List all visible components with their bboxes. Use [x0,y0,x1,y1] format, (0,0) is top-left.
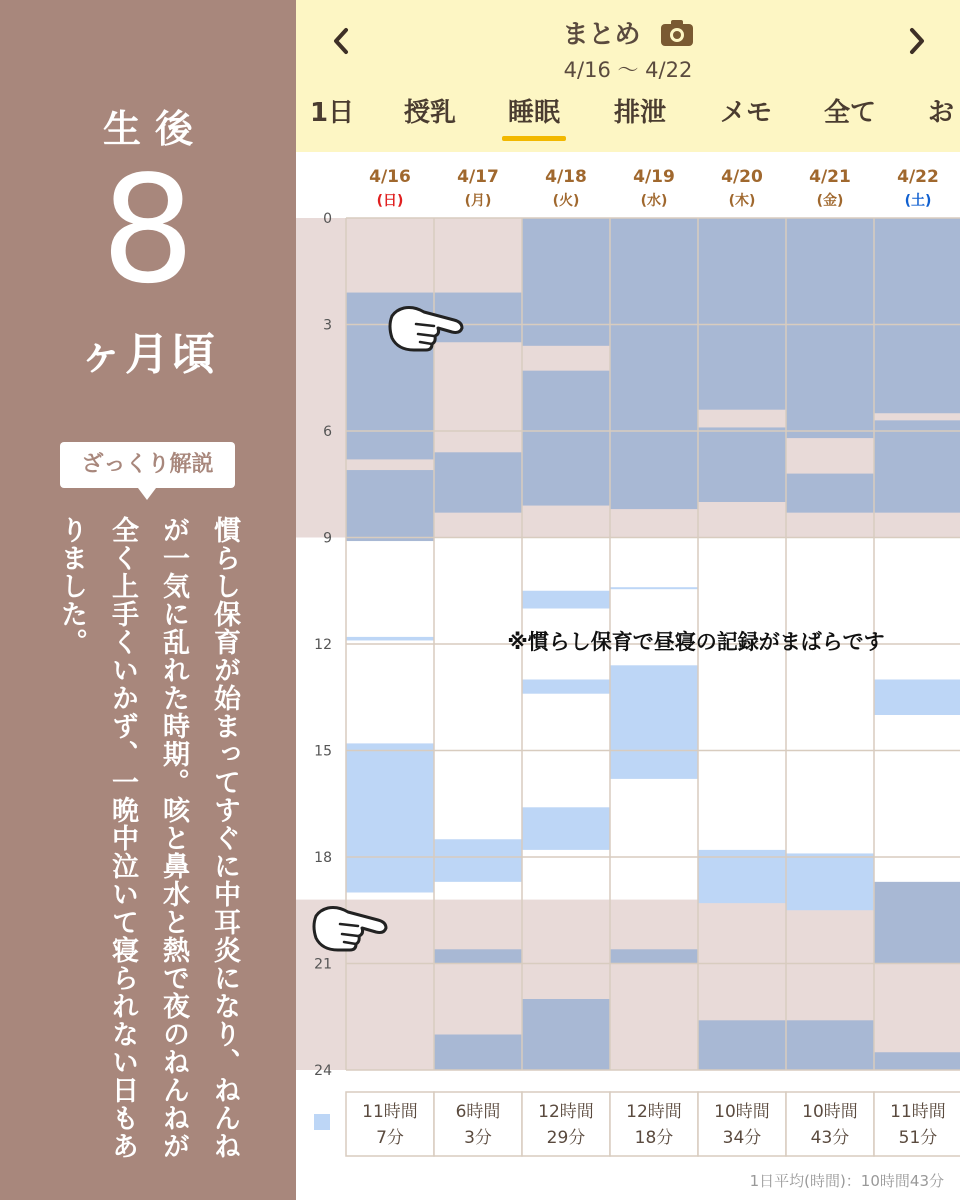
day-date-label: 4/17 [457,167,499,187]
tab-sleep[interactable]: 睡眠 [508,92,560,129]
hour-tick-label: 24 [314,1063,332,1079]
hour-tick-label: 6 [323,424,332,440]
explanation-badge: ざっくり解説 [60,442,235,488]
sleep-segment [610,665,698,779]
sleep-segment [874,420,960,512]
duration-minutes: 43分 [810,1128,850,1148]
sleep-segment [786,218,874,438]
tab-all[interactable]: 全て [824,98,877,128]
duration-minutes: 51分 [898,1128,938,1148]
day-weekday-label: (火) [552,193,580,209]
sleep-segment [346,470,434,541]
hour-tick-label: 12 [314,637,332,653]
day-weekday-label: (土) [904,193,932,209]
info-panel [0,0,296,1200]
tab-excretion[interactable]: 排泄 [614,98,667,128]
hour-tick-label: 18 [314,850,332,866]
age-number: 8 [100,144,196,316]
legend-swatch [314,1114,330,1130]
sleep-segment [522,591,610,609]
tab-day[interactable]: 1日 [310,98,355,128]
sleep-segment [698,427,786,502]
sleep-segment [610,218,698,509]
hour-tick-label: 0 [323,211,332,227]
sleep-segment [874,882,960,964]
category-tabs [296,92,960,148]
app-header [296,0,960,152]
sleep-segment [786,853,874,910]
day-weekday-label: (水) [640,193,668,209]
sleep-segment [434,1035,522,1071]
day-weekday-label: (日) [376,193,404,209]
duration-minutes: 7分 [376,1128,404,1148]
duration-minutes: 34分 [722,1128,762,1148]
sleep-segment [434,452,522,512]
duration-hours: 12時間 [626,1102,682,1122]
sleep-segment [610,587,698,589]
day-date-label: 4/20 [721,167,763,187]
day-weekday-label: (金) [816,193,844,209]
sleep-segment [874,680,960,716]
sleep-segment [786,474,874,513]
sleep-segment [346,637,434,641]
day-weekday-label: (月) [464,193,492,209]
sleep-segment [434,949,522,963]
duration-hours: 10時間 [714,1102,770,1122]
sleep-segment [698,1020,786,1070]
camera-icon[interactable] [660,19,694,54]
duration-hours: 6時間 [455,1102,501,1122]
sleep-segment [610,949,698,963]
sleep-segment [522,999,610,1070]
sleep-segment [346,743,434,892]
hour-tick-label: 15 [314,743,332,760]
hour-tick-label: 21 [314,956,332,973]
sleep-segment [874,218,960,413]
duration-minutes: 3分 [464,1128,492,1148]
duration-hours: 10時間 [802,1102,858,1122]
sleep-segment [874,1052,960,1070]
sleep-segment [786,1020,874,1070]
tab-memo[interactable]: メモ [720,98,773,128]
date-range: 4/16 〜 4/22 [563,58,693,82]
age-prefix: 生後 [102,107,207,151]
day-date-label: 4/22 [897,167,939,187]
tab-more[interactable]: お [928,98,955,128]
duration-minutes: 18分 [634,1128,674,1148]
sleep-segment [698,850,786,903]
sleep-segment [434,839,522,882]
duration-hours: 12時間 [538,1102,594,1122]
day-date-label: 4/21 [809,167,851,187]
day-date-label: 4/19 [633,167,675,187]
daily-average: 1日平均(時間)：10時間43分 [749,1172,944,1190]
explanation-text: 慣らし保育が始まってすぐに中耳炎になり、ねんねが一気に乱れた時期。咳と鼻水と熱で夜のねんねが全く上手くいかず、一晩中泣いて寝られない日もありました。 [56,516,240,1160]
sleep-segment [522,807,610,850]
duration-hours: 11時間 [890,1102,946,1122]
duration-hours: 11時間 [362,1102,418,1122]
tab-feeding[interactable]: 授乳 [404,98,457,128]
sleep-segment [522,371,610,506]
hour-tick-label: 3 [323,317,332,334]
day-weekday-label: (木) [728,193,756,209]
sleep-chart [296,152,960,1200]
age-suffix: ヶ月頃 [79,329,217,380]
summary-title-label: まとめ [562,20,641,50]
summary-title [296,14,960,54]
sleep-segment [522,680,610,694]
hour-tick-label: 9 [323,530,332,547]
chevron-right-icon[interactable] [906,26,928,64]
chart-note: ※慣らし保育で昼寝の記録がまばらです [507,630,885,654]
day-date-label: 4/16 [369,167,411,187]
sleep-segment [698,218,786,410]
day-date-label: 4/18 [545,167,587,187]
sleep-segment [522,218,610,346]
duration-minutes: 29分 [546,1128,586,1148]
